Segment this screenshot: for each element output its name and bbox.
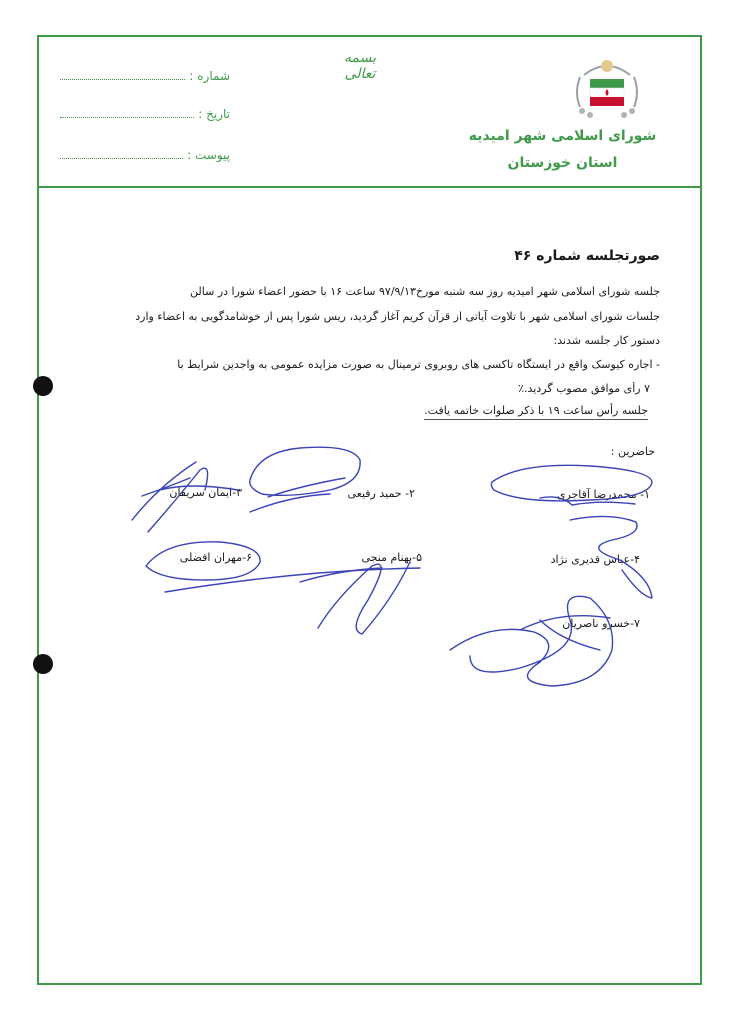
minutes-title: صورتجلسه شماره ۴۶ xyxy=(514,248,660,264)
page-frame xyxy=(37,35,702,985)
attachment-label: پیوست : xyxy=(187,148,230,162)
attachment-dots xyxy=(60,157,183,159)
number-label: شماره : xyxy=(189,69,230,83)
body-line-1: جلسه شورای اسلامی شهر امیدیه روز سه شنبه مورخ۹۷/۹/۱۳ ساعت ۱۶ با حضور اعضاء شورا در سالن xyxy=(190,285,660,298)
date-label: تاریخ : xyxy=(198,107,230,121)
council-name: شورای اسلامی شهر امیدیه xyxy=(468,128,657,144)
attendee-6: ۶-مهران افضلی xyxy=(179,551,252,564)
province-name: استان خوزستان xyxy=(507,155,618,171)
body-line-4: - اجاره کیوسک واقع در ایستگاه تاکسی های روبروی ترمینال به صورت مزایده عمومی به واجدین شرایط با xyxy=(177,358,660,371)
attendees-label: حاضرین : xyxy=(610,445,655,458)
closing-line: جلسه رأس ساعت ۱۹ با ذکر صلوات خاتمه یافت. xyxy=(424,404,648,420)
attendee-2: ۲- حمید رفیعی xyxy=(347,487,415,500)
attachment-field xyxy=(60,142,230,162)
bismillah: بسمه تعالی xyxy=(344,50,376,82)
body-line-3: دستور کار جلسه شدند: xyxy=(553,334,660,347)
attendee-3: ۳-ایمان سریفان xyxy=(169,486,242,499)
emblem-icon xyxy=(570,55,644,121)
attendee-1: ۱- محمدرضا آقاجری xyxy=(556,488,650,501)
body-line-2: جلسات شورای اسلامی شهر با تلاوت آیاتی از قرآن کریم آغاز گردید، ریس شورا پس از خوشامدگویی به اعضاء وارد xyxy=(135,310,660,323)
punch-hole-bottom xyxy=(33,654,53,674)
date-field xyxy=(60,101,230,121)
punch-hole-top xyxy=(33,376,53,396)
body-line-5: ۷ رأی موافق مصوب گردید.٪ xyxy=(518,382,650,395)
header-divider xyxy=(37,186,702,188)
attendee-5: ۵-بهنام منجی xyxy=(361,551,422,564)
number-dots xyxy=(60,78,185,80)
attendee-7: ۷-خسرو ناصریان xyxy=(562,617,640,630)
number-field xyxy=(60,63,230,83)
attendee-4: ۴-عباس قدیری نژاد xyxy=(550,553,640,566)
date-dots xyxy=(60,116,194,118)
